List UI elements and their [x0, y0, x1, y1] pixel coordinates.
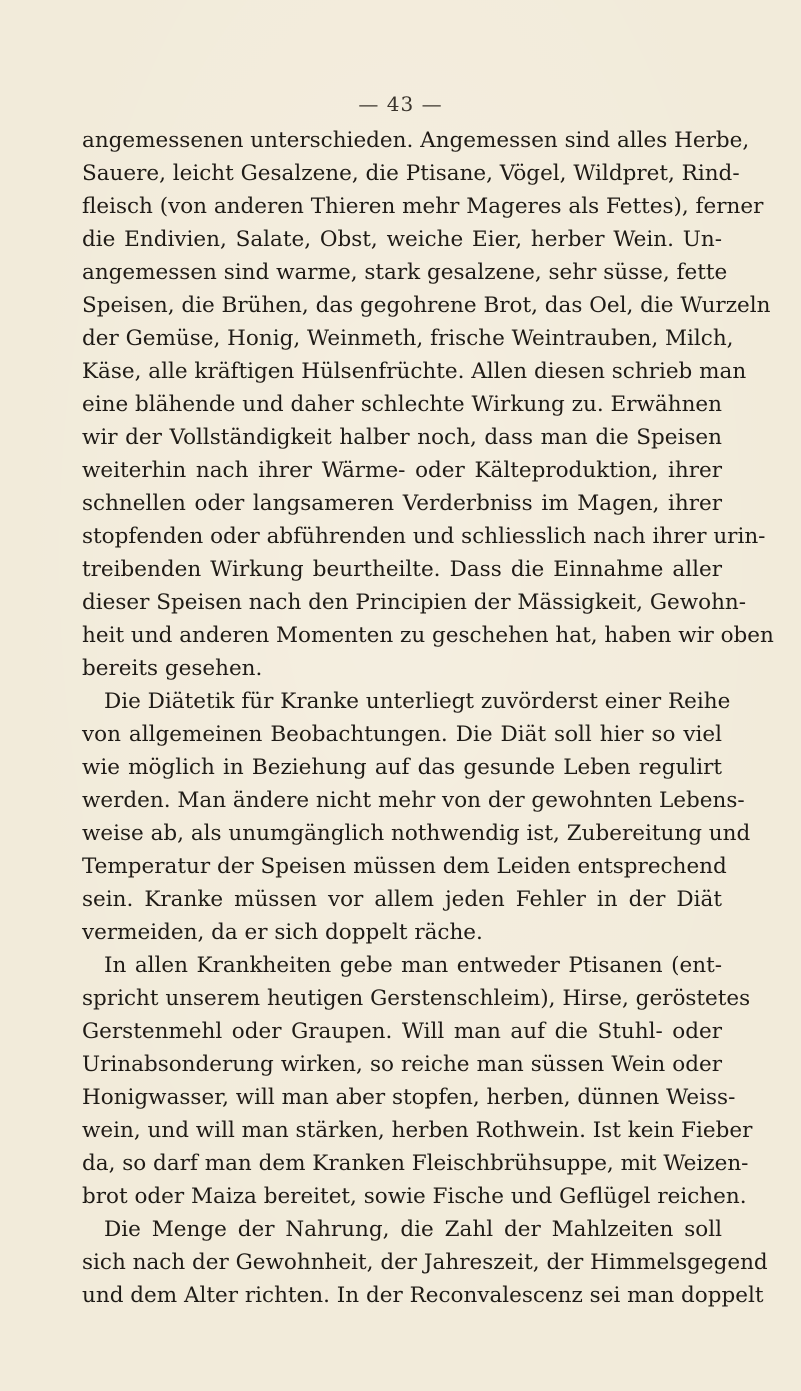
- text-line: weise ab, als unumgänglich nothwendig ist, Zubereitung und: [82, 821, 751, 846]
- text-line: wir der Vollständigkeit halber noch, dass man die Speisen: [82, 425, 722, 450]
- text-line: brot oder Maiza bereitet, sowie Fische und Geflügel reichen.: [82, 1184, 747, 1209]
- text-line: die Endivien, Salate, Obst, weiche Eier, herber Wein. Un-: [82, 227, 722, 252]
- text-line: treibenden Wirkung beurtheilte. Dass die Einnahme aller: [82, 557, 722, 582]
- text-line: wein, und will man stärken, herben Rothwein. Ist kein Fieber: [82, 1118, 753, 1143]
- paragraph-start-line: Die Menge der Nahrung, die Zahl der Mahlzeiten soll: [104, 1217, 722, 1242]
- page-number: — 43 —: [358, 92, 443, 116]
- text-line: Urinabsonderung wirken, so reiche man süssen Wein oder: [82, 1052, 722, 1077]
- text-line: spricht unserem heutigen Gerstenschleim), Hirse, geröstetes: [82, 986, 751, 1011]
- body-text: [82, 124, 774, 1312]
- text-line: Speisen, die Brühen, das gegohrene Brot, das Oel, die Wurzeln: [82, 293, 771, 318]
- text-line: da, so darf man dem Kranken Fleischbrühsuppe, mit Weizen-: [82, 1151, 749, 1176]
- text-line: und dem Alter richten. In der Reconvalescenz sei man doppelt: [82, 1283, 764, 1308]
- text-line: fleisch (von anderen Thieren mehr Mageres als Fettes), ferner: [82, 194, 764, 219]
- text-line: sein. Kranke müssen vor allem jeden Fehler in der Diät: [82, 887, 722, 912]
- text-line: der Gemüse, Honig, Weinmeth, frische Weintrauben, Milch,: [82, 326, 734, 351]
- text-line: stopfenden oder abführenden und schliesslich nach ihrer urin-: [82, 524, 766, 549]
- text-line: vermeiden, da er sich doppelt räche.: [82, 920, 483, 945]
- text-line: schnellen oder langsameren Verderbniss im Magen, ihrer: [82, 491, 722, 516]
- text-line: wie möglich in Beziehung auf das gesunde Leben regulirt: [82, 755, 722, 780]
- text-line: sich nach der Gewohnheit, der Jahreszeit, der Himmelsgegend: [82, 1250, 768, 1275]
- text-line: angemessenen unterschieden. Angemessen sind alles Herbe,: [82, 128, 750, 153]
- text-line: Käse, alle kräftigen Hülsenfrüchte. Allen diesen schrieb man: [82, 359, 747, 384]
- text-line: dieser Speisen nach den Principien der Mässigkeit, Gewohn-: [82, 590, 747, 615]
- text-line: angemessen sind warme, stark gesalzene, sehr süsse, fette: [82, 260, 728, 285]
- text-line: weiterhin nach ihrer Wärme- oder Kälteproduktion, ihrer: [82, 458, 722, 483]
- text-line: Sauere, leicht Gesalzene, die Ptisane, Vögel, Wildpret, Rind-: [82, 161, 740, 186]
- text-line: eine blähende und daher schlechte Wirkung zu. Erwähnen: [82, 392, 722, 417]
- text-line: Temperatur der Speisen müssen dem Leiden entsprechend: [82, 854, 727, 879]
- text-line: von allgemeinen Beobachtungen. Die Diät soll hier so viel: [82, 722, 722, 747]
- paragraph-start-line: Die Diätetik für Kranke unterliegt zuvörderst einer Reihe: [104, 689, 731, 714]
- paragraph-start-line: In allen Krankheiten gebe man entweder Ptisanen (ent-: [104, 953, 722, 978]
- text-line: bereits gesehen.: [82, 656, 263, 681]
- text-line: heit und anderen Momenten zu geschehen hat, haben wir oben: [82, 623, 774, 648]
- text-line: Honigwasser, will man aber stopfen, herben, dünnen Weiss-: [82, 1085, 736, 1110]
- text-line: Gerstenmehl oder Graupen. Will man auf die Stuhl- oder: [82, 1019, 722, 1044]
- text-line: werden. Man ändere nicht mehr von der gewohnten Lebens-: [82, 788, 745, 813]
